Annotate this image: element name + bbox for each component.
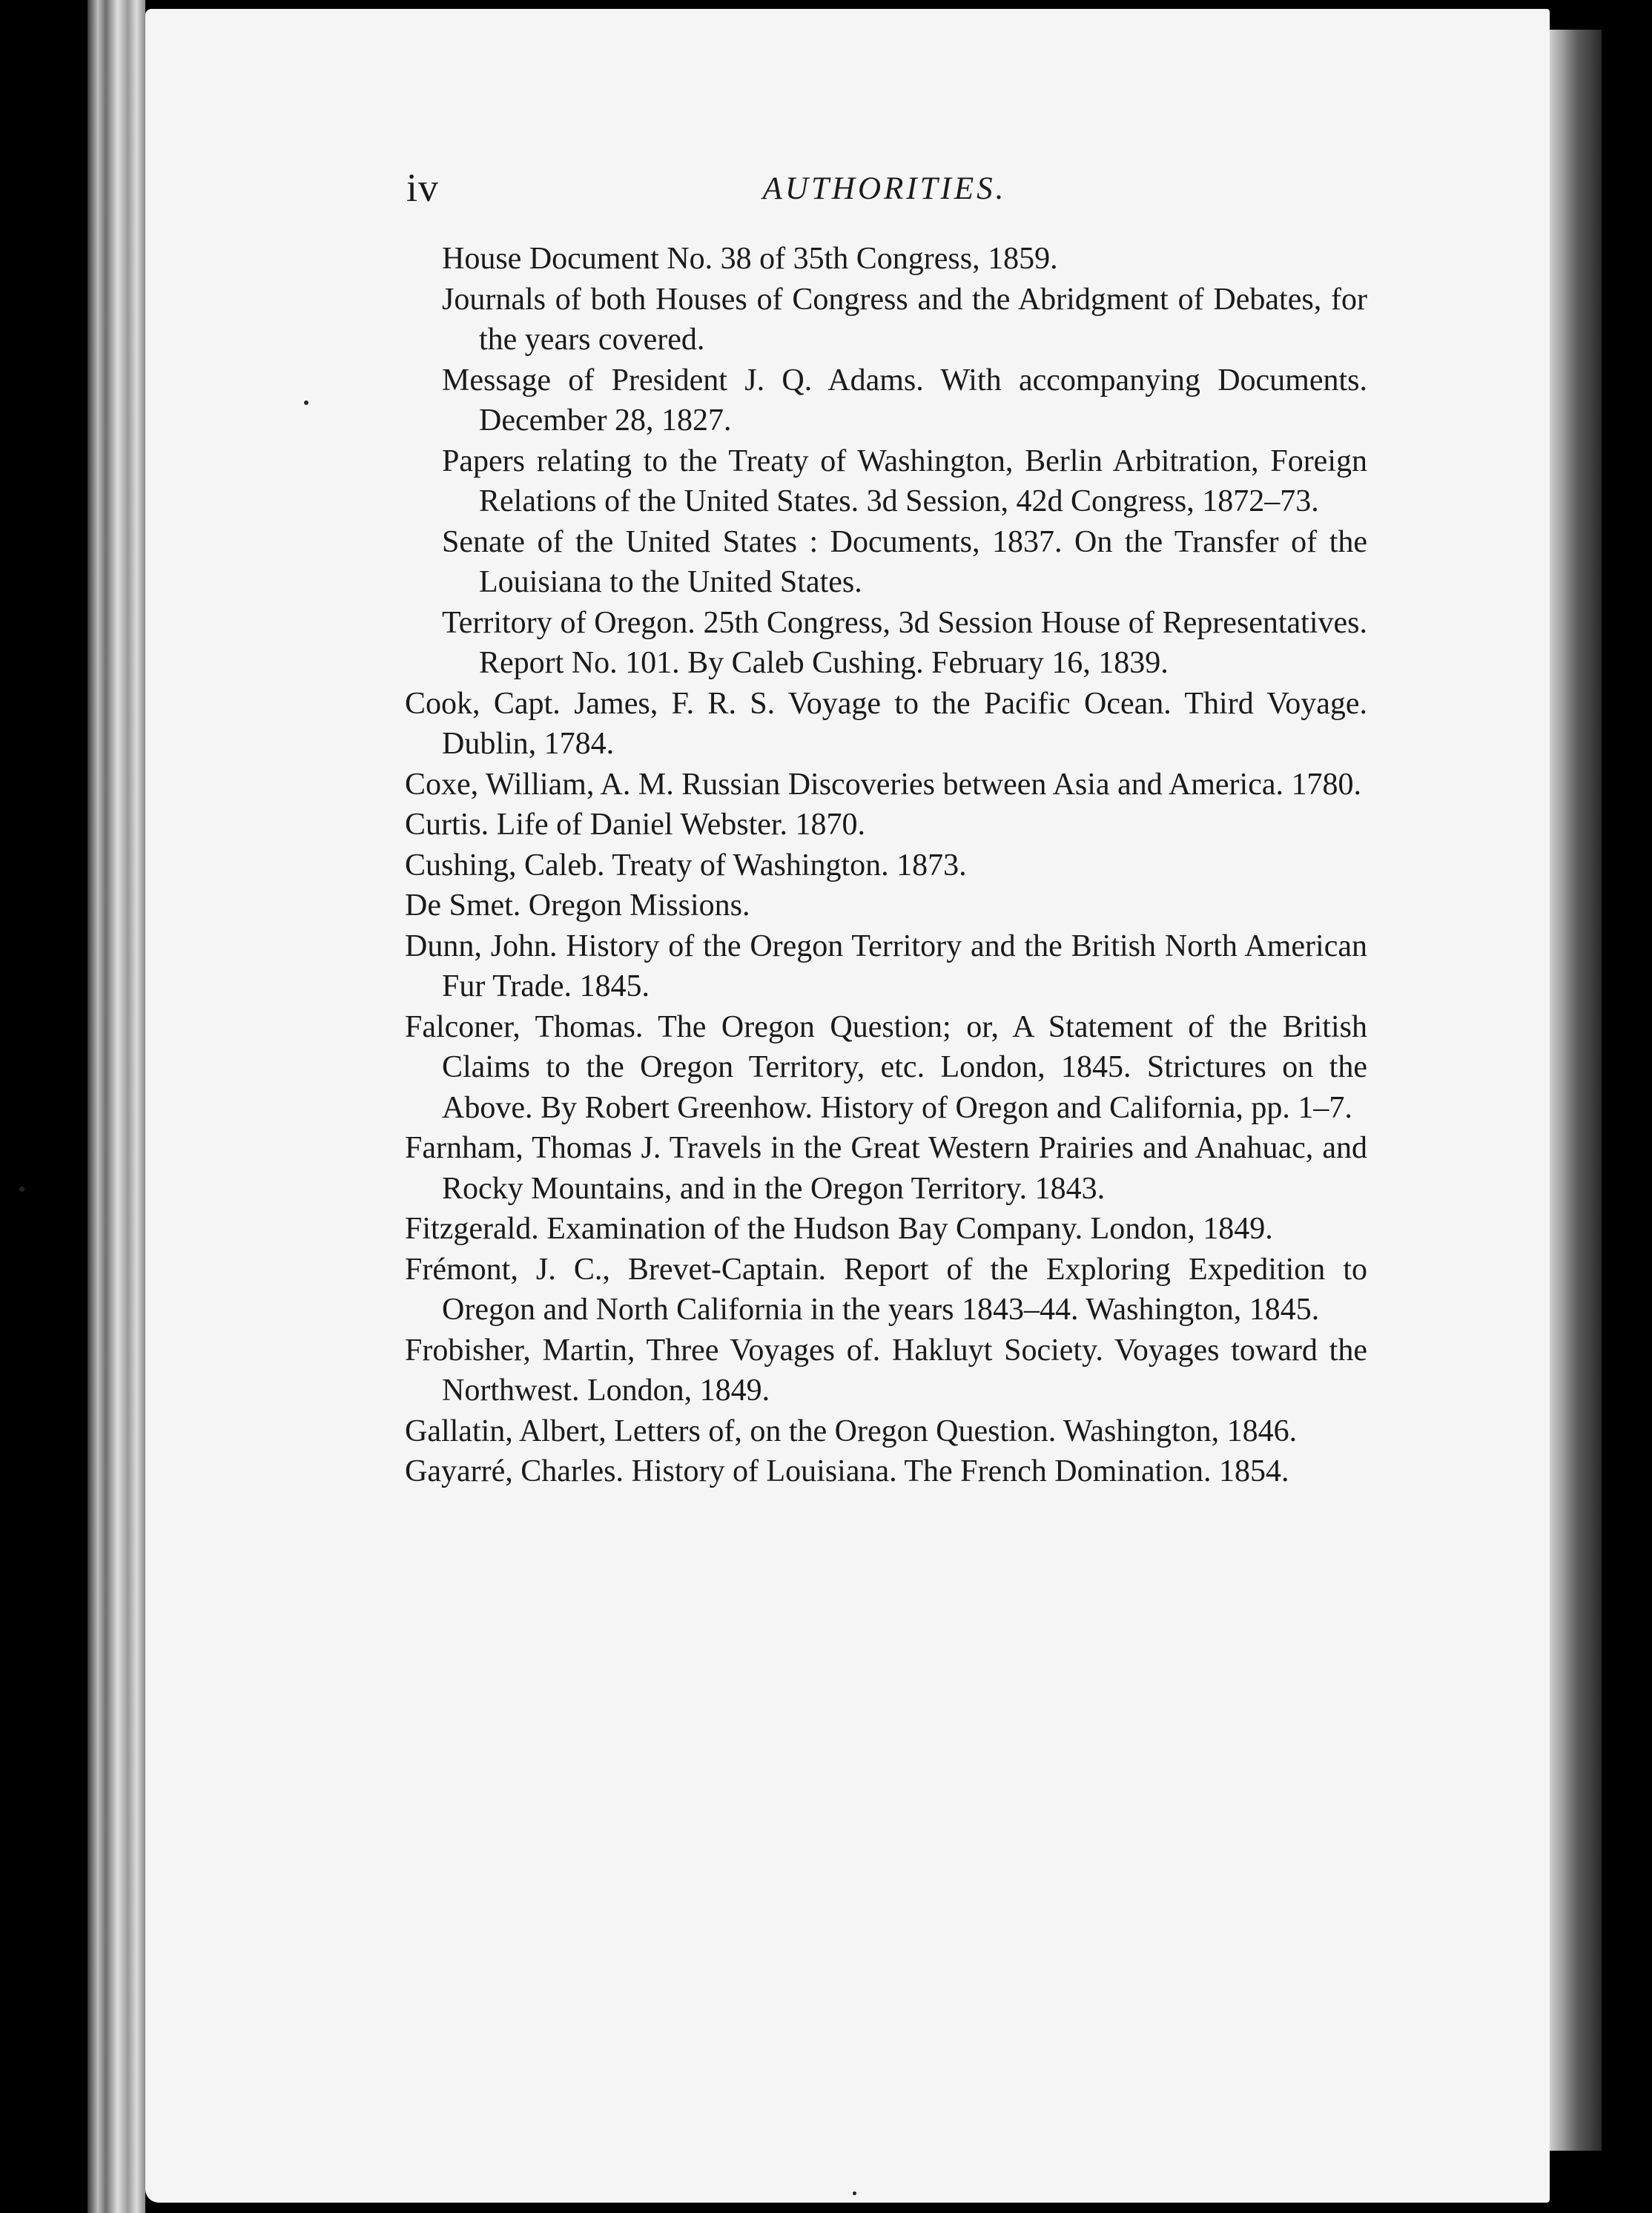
bibliography-subentry: Senate of the United States : Documents, 1837. On the Transfer of the Louisiana to the United States. [442,524,1367,599]
scan-speck [19,1187,24,1192]
scan-speck [304,400,308,405]
page-right-edge-shadow [1550,30,1602,2151]
bibliography-subentry: House Document No. 38 of 35th Congress, 1859. [442,242,1058,276]
bibliography-entry: Coxe, William, A. M. Russian Discoveries between Asia and America. 1780. [405,767,1361,802]
bibliography-entry: Cushing, Caleb. Treaty of Washington. 1873. [405,848,967,883]
page-number: iv [406,165,440,210]
bibliography-entry: Dunn, John. History of the Oregon Territory and the British North American Fur Trade. 1845. [405,929,1367,1003]
bibliography-subentry: Journals of both Houses of Congress and the Abridgment of Debates, for the years covered. [442,282,1367,357]
book-spine-edge [87,0,145,2213]
bibliography-list [405,239,1367,1492]
bibliography-entry: Gallatin, Albert, Letters of, on the Oregon Question. Washington, 1846. [405,1414,1298,1448]
bibliography-subentry: Papers relating to the Treaty of Washington, Berlin Arbitration, Foreign Relations of the United States. 3d Session, 42d Congress, 1872–73. [442,443,1367,518]
bibliography-entry: Cook, Capt. James, F. R. S. Voyage to the Pacific Ocean. Third Voyage. Dublin, 1784. [405,686,1367,761]
bibliography-entry: Curtis. Life of Daniel Webster. 1870. [405,808,866,842]
bibliography-entry: De Smet. Oregon Missions. [405,888,750,923]
scan-speck [853,2191,856,2195]
bibliography-entry: Farnham, Thomas J. Travels in the Great Western Prairies and Anahuac, and Rocky Mountains, and in the Oregon Territory. 1843. [405,1131,1367,1206]
bibliography-entry: Fitzgerald. Examination of the Hudson Bay Company. London, 1849. [405,1212,1273,1246]
bibliography-entry: Gayarré, Charles. History of Louisiana. The French Domination. 1854. [405,1454,1289,1488]
bibliography-entry: Frémont, J. C., Brevet-Captain. Report of the Exploring Expedition to Oregon and North California in the years 1843–44. Washington, 1845. [405,1252,1367,1327]
bibliography-entry: Falconer, Thomas. The Oregon Question; or, A Statement of the British Claims to the Oregon Territory, etc. London, 1845. Strictures on the Above. By Robert Greenhow. History of Oregon and California, pp. 1–7. [405,1009,1367,1125]
bibliography-entry: Frobisher, Martin, Three Voyages of. Hakluyt Society. Voyages toward the Northwest. London, 1849. [405,1333,1367,1408]
running-title: AUTHORITIES. [762,171,1007,206]
bibliography-subentry: Message of President J. Q. Adams. With accompanying Documents. December 28, 1827. [442,363,1367,438]
bibliography-subentry: Territory of Oregon. 25th Congress, 3d Session House of Representatives. Report No. 101. By Caleb Cushing. February 16, 1839. [442,605,1367,680]
